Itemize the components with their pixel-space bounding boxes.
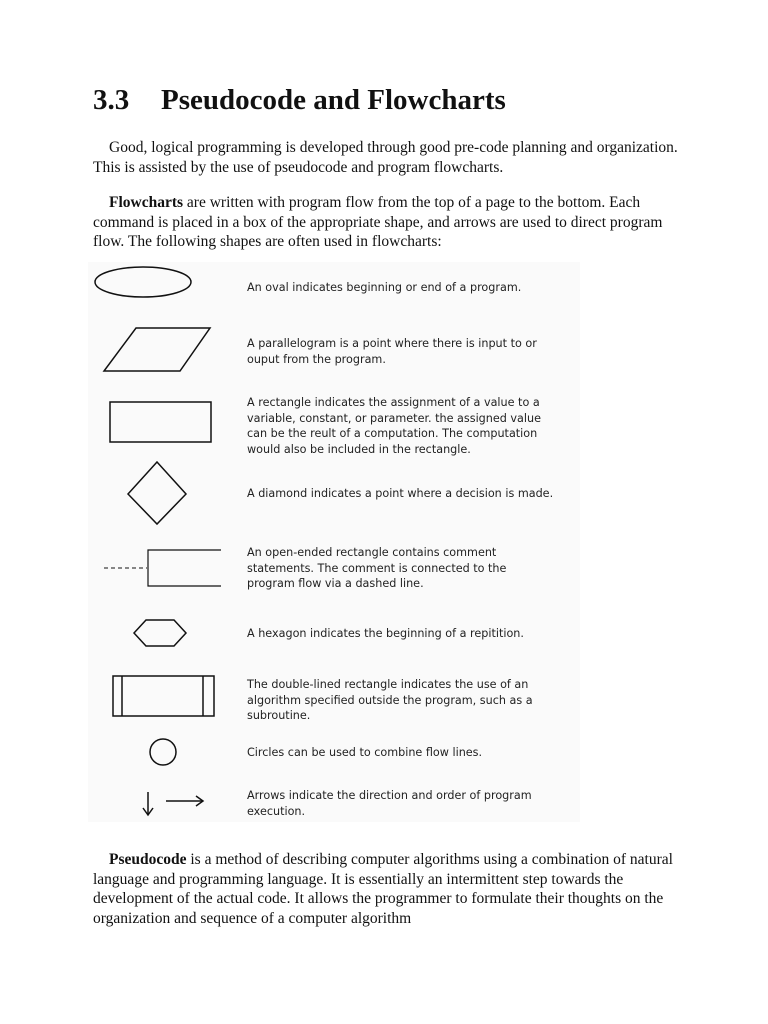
circle-description: Circles can be used to combine flow lines. (247, 746, 483, 759)
shape-row-diamond (88, 460, 580, 530)
section-heading (93, 84, 506, 117)
pseudocode-text: is a method of describing computer algorithms using a combination of natural language and programming language. It is essentially an intermittent step towards the development of the actual code. It allows the programmer to formulate their thoughts on the organization and sequence of a computer algorithm (93, 851, 673, 927)
arrows-description: Arrows indicate the direction and order of program execution. (247, 789, 532, 818)
diamond-description: A diamond indicates a point where a decision is made. (247, 487, 554, 500)
shape-row-circle (88, 736, 580, 770)
open-rectangle-description: An open-ended rectangle contains comment statements. The comment is connected to the program flow via a dashed line. (247, 546, 507, 590)
section-title: Pseudocode and Flowcharts (161, 84, 506, 116)
shape-row-hexagon (88, 616, 580, 652)
intro-paragraph (93, 138, 683, 177)
shape-row-arrows (88, 784, 580, 820)
diamond-icon (88, 460, 238, 530)
shape-row-oval (88, 262, 580, 302)
open-rectangle-icon (88, 544, 238, 594)
pseudocode-paragraph (93, 850, 683, 928)
double-lined-rectangle-description: The double-lined rectangle indicates the use of an algorithm specified outside the program, such as a subroutine. (247, 678, 533, 722)
flowcharts-paragraph (93, 193, 683, 252)
parallelogram-icon (88, 324, 238, 380)
oval-icon (88, 262, 238, 302)
hexagon-description: A hexagon indicates the beginning of a repitition. (247, 627, 524, 640)
section-number: 3.3 (93, 84, 130, 116)
shape-row-open-rectangle (88, 544, 580, 594)
flowchart-shapes-figure (88, 262, 580, 822)
arrows-icon (88, 784, 238, 820)
intro-text: Good, logical programming is developed through good pre-code planning and organization. This is assisted by the use of pseudocode and program flowcharts. (93, 139, 678, 176)
rectangle-description: A rectangle indicates the assignment of a value to a variable, constant, or parameter. the assigned value can be the reult of a computation. The computation would also be included in the rectangle. (247, 396, 541, 456)
flowcharts-text: are written with program flow from the top of a page to the bottom. Each command is placed in a box of the appropriate shape, and arrows are used to direct program flow. The following shapes are often used in flowcharts: (93, 194, 663, 250)
shape-row-double-lined-rectangle (88, 672, 580, 722)
hexagon-icon (88, 616, 238, 652)
parallelogram-description: A parallelogram is a point where there is input to or ouput from the program. (247, 337, 537, 366)
shape-row-rectangle (88, 392, 580, 456)
double-lined-rectangle-icon (88, 672, 238, 722)
circle-icon (88, 736, 238, 770)
pseudocode-term: Pseudocode (109, 851, 187, 868)
oval-description: An oval indicates beginning or end of a program. (247, 281, 522, 294)
rectangle-icon (88, 392, 238, 456)
shape-row-parallelogram (88, 324, 580, 380)
flowcharts-term: Flowcharts (109, 194, 184, 211)
